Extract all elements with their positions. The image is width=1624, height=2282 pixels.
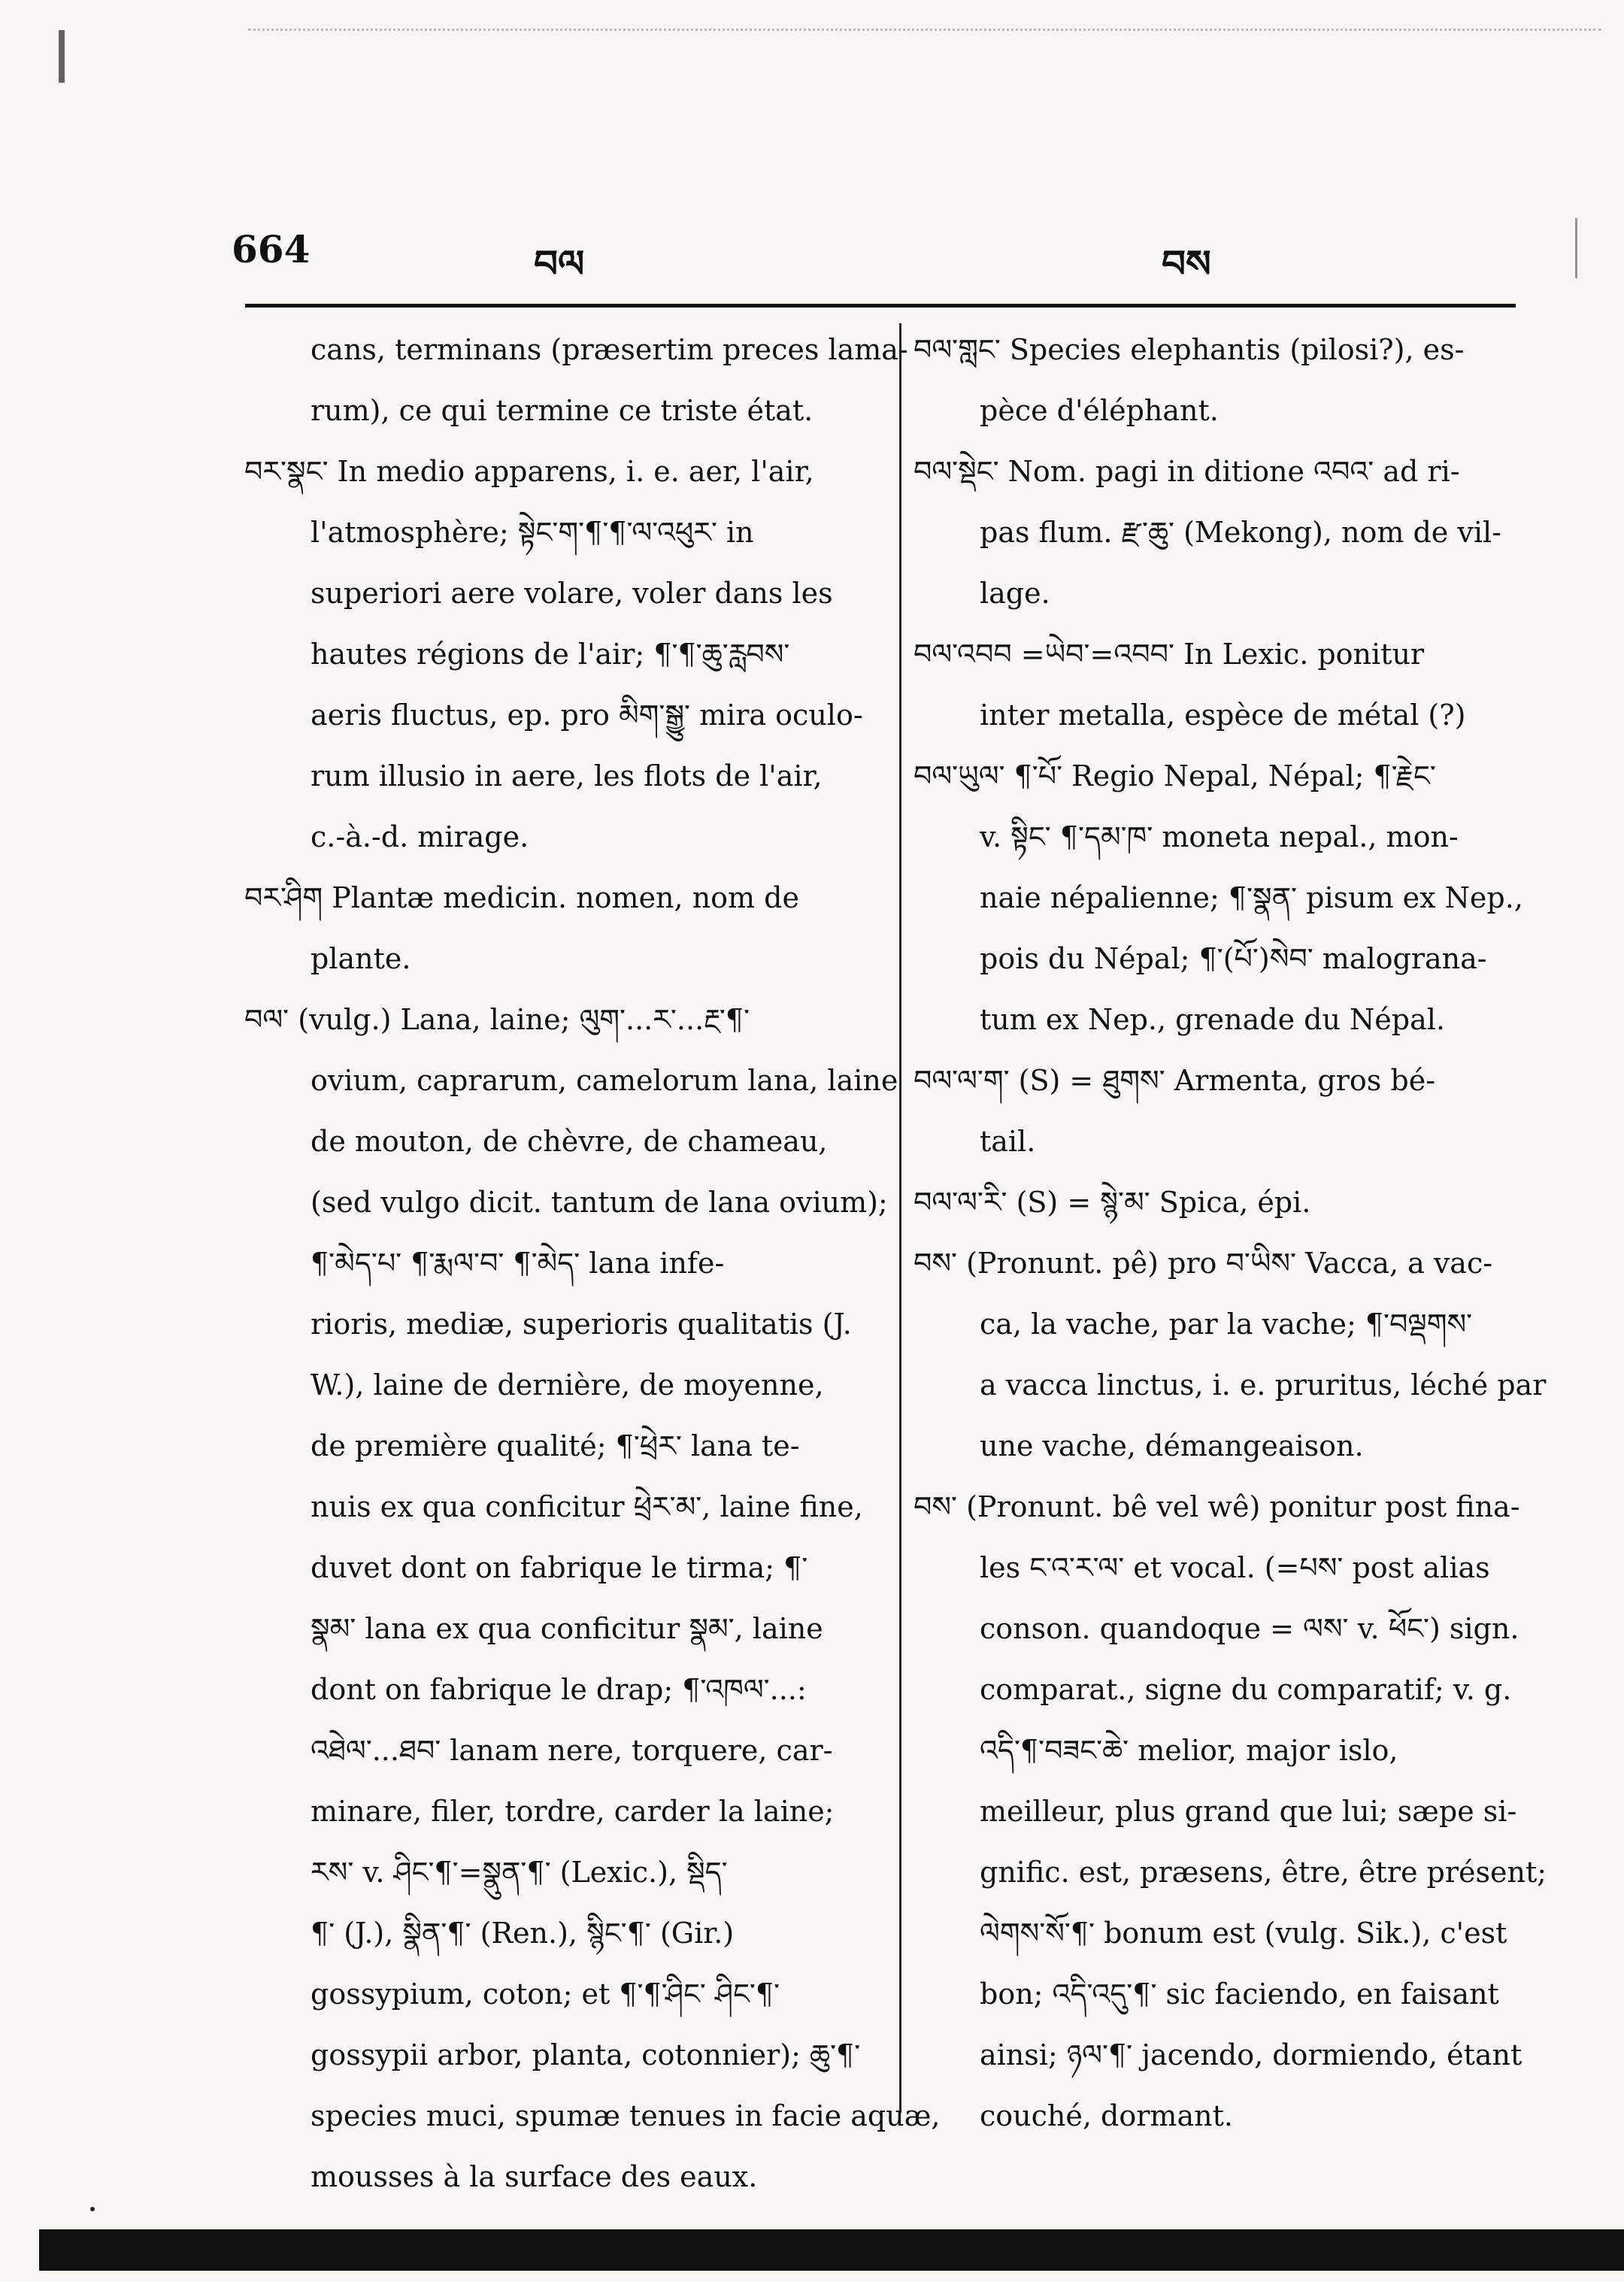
dictionary-text-line: tum ex Nep., grenade du Népal. xyxy=(980,1003,1445,1036)
page-header xyxy=(0,218,1624,286)
dictionary-headword-line: བལ་གླང་ Species elephantis (pilosi?), es- xyxy=(914,333,1465,366)
dictionary-headword-line: བས་ (Pronunt. bê vel wê) ponitur post fina- xyxy=(914,1490,1520,1523)
scan-speck xyxy=(90,2207,95,2211)
dictionary-text-line: ainsi; ཉལ་¶་ jacendo, dormiendo, étant xyxy=(980,2038,1522,2071)
dictionary-text-line: rioris, mediæ, superioris qualitatis (J. xyxy=(311,1308,852,1341)
dictionary-text-line: gnific. est, præsens, être, être présent; xyxy=(980,1856,1547,1889)
dictionary-text-line: ལེགས་སོ་¶་ bonum est (vulg. Sik.), c'est xyxy=(980,1917,1507,1950)
dictionary-text-line: de première qualité; ¶་ཕྲེར་ lana te- xyxy=(311,1429,800,1462)
dictionary-text-line: une vache, démangeaison. xyxy=(980,1429,1364,1462)
dictionary-text-line: cans, terminans (præsertim preces lama- xyxy=(311,333,908,366)
dictionary-text-line: naie népalienne; ¶་སྣན་ pisum ex Nep., xyxy=(980,881,1523,914)
dictionary-text-line: W.), laine de dernière, de moyenne, xyxy=(311,1368,824,1402)
dictionary-text-line: ¶་མེད་པ་ ¶་རྨལ་བ་ ¶་མེད་ lana infe- xyxy=(311,1247,725,1280)
dictionary-text-line: སྣམ་ lana ex qua conficitur སྣམ་, laine xyxy=(311,1612,823,1645)
running-head-right: བས xyxy=(1162,241,1211,286)
scan-bottom-edge xyxy=(39,2229,1624,2271)
dictionary-text-line: (sed vulgo dicit. tantum de lana ovium); xyxy=(311,1186,888,1219)
dictionary-text-line: pèce d'éléphant. xyxy=(980,394,1219,427)
scan-noise xyxy=(248,29,1601,35)
dictionary-text-line: inter metalla, espèce de métal (?) xyxy=(980,699,1466,732)
dictionary-text-line: rum), ce qui termine ce triste état. xyxy=(311,394,814,427)
dictionary-text-line: ¶་ (J.), སྣིན་¶་ (Ren.), སྙིང་¶་ (Gir.) xyxy=(311,1917,735,1950)
margin-mark xyxy=(59,30,65,83)
dictionary-text-line: couché, dormant. xyxy=(980,2099,1233,2132)
dictionary-text-line: ovium, caprarum, camelorum lana, laine xyxy=(311,1064,898,1097)
dictionary-text-line: hautes régions de l'air; ¶་¶་ཆུ་རླབས་ xyxy=(311,638,790,671)
running-head-left: བལ xyxy=(534,241,585,286)
page-number: 664 xyxy=(232,227,311,271)
dictionary-text-line: plante. xyxy=(311,942,411,975)
column-divider xyxy=(899,323,901,2113)
dictionary-text-line: dont on fabrique le drap; ¶་འཁལ་...: xyxy=(311,1673,807,1706)
dictionary-text-line: pois du Népal; ¶་(པོ་)སེབ་ malograna- xyxy=(980,942,1487,975)
dictionary-text-line: c.-à.-d. mirage. xyxy=(311,820,529,853)
dictionary-text-line: duvet dont on fabrique le tirma; ¶་ xyxy=(311,1551,808,1584)
dictionary-text-line: རས་ v. ཤིང་¶་=སྣུན་¶་ (Lexic.), སྡིད་ xyxy=(311,1856,728,1889)
dictionary-text-line: nuis ex qua conficitur ཕྲེར་མ་, laine fine, xyxy=(311,1490,863,1523)
dictionary-headword-line: བས་ (Pronunt. pê) pro བ་ཡིས་ Vacca, a vac- xyxy=(914,1247,1493,1280)
header-rule xyxy=(245,304,1516,308)
dictionary-text-line: minare, filer, tordre, carder la laine; xyxy=(311,1795,835,1828)
dictionary-text-line: conson. quandoque = ལས་ v. ཕོང་) sign. xyxy=(980,1612,1519,1645)
dictionary-headword-line: བར་སྣང་ In medio apparens, i. e. aer, l'air, xyxy=(244,455,814,488)
dictionary-text-line: འདི་¶་བཟང་ཆེ་ melior, major islo, xyxy=(980,1734,1398,1767)
dictionary-text-line: gossypium, coton; et ¶་¶་ཤིང་ ཤིང་¶་ xyxy=(311,1977,780,2011)
right-column xyxy=(914,320,1547,2147)
dictionary-text-line: l'atmosphère; སྟེང་ག་¶་¶་ལ་འཕུར་ in xyxy=(311,516,754,549)
dictionary-text-line: de mouton, de chèvre, de chameau, xyxy=(311,1125,828,1158)
dictionary-text-line: bon; འདི་འདུ་¶་ sic faciendo, en faisant xyxy=(980,1977,1499,2011)
dictionary-text-line: comparat., signe du comparatif; v. g. xyxy=(980,1673,1512,1706)
dictionary-headword-line: བལ་ལ་རི་ (S) = སྙེ་མ་ Spica, épi. xyxy=(914,1186,1311,1219)
dictionary-text-line: a vacca linctus, i. e. pruritus, léché par xyxy=(980,1368,1547,1402)
dictionary-text-line: pas flum. རྫ་ཆུ་ (Mekong), nom de vil- xyxy=(980,516,1501,549)
dictionary-text-line: meilleur, plus grand que lui; sæpe si- xyxy=(980,1795,1517,1828)
dictionary-headword-line: བལ་ (vulg.) Lana, laine; ལུག་...ར་...རྔ་¶་ xyxy=(244,1003,750,1036)
dictionary-text-line: ca, la vache, par la vache; ¶་བལྡགས་ xyxy=(980,1308,1473,1341)
dictionary-text-line: tail. xyxy=(980,1125,1036,1158)
dictionary-text-line: mousses à la surface des eaux. xyxy=(311,2160,758,2193)
dictionary-text-line: rum illusio in aere, les flots de l'air, xyxy=(311,759,823,792)
dictionary-text-line: species muci, spumæ tenues in facie aquæ, xyxy=(311,2099,941,2132)
dictionary-headword-line: བལ་ལ་ག་ (S) = ཐུགས་ Armenta, gros bé- xyxy=(914,1064,1436,1097)
dictionary-text-line: aeris fluctus, ep. pro མིག་སྒྱུ་ mira oculo- xyxy=(311,699,863,732)
dictionary-text-line: les ང་འ་ར་ལ་ et vocal. (=པས་ post alias xyxy=(980,1551,1490,1584)
dictionary-headword-line: བར་ཤིག Plantæ medicin. nomen, nom de xyxy=(244,881,799,914)
dictionary-text-line: འཐེལ་...ཐབ་ lanam nere, torquere, car- xyxy=(311,1734,833,1767)
dictionary-text-line: gossypii arbor, planta, cotonnier); ཆུ་¶་ xyxy=(311,2038,861,2071)
dictionary-headword-line: བལ་འབབ =ཡེབ་=འབབ་ In Lexic. ponitur xyxy=(914,638,1425,671)
dictionary-headword-line: བལ་ཡུལ་ ¶་པོ་ Regio Nepal, Népal; ¶་རྗེང་ xyxy=(914,759,1436,792)
dictionary-text-line: lage. xyxy=(980,577,1050,610)
left-column xyxy=(244,320,941,2208)
dictionary-text-line: superiori aere volare, voler dans les xyxy=(311,577,833,610)
dictionary-headword-line: བལ་སྡེང་ Nom. pagi in ditione འབའ་ ad ri- xyxy=(914,455,1460,488)
dictionary-text-line: v. སྟིང་ ¶་དམ་ཁ་ moneta nepal., mon- xyxy=(980,820,1459,853)
